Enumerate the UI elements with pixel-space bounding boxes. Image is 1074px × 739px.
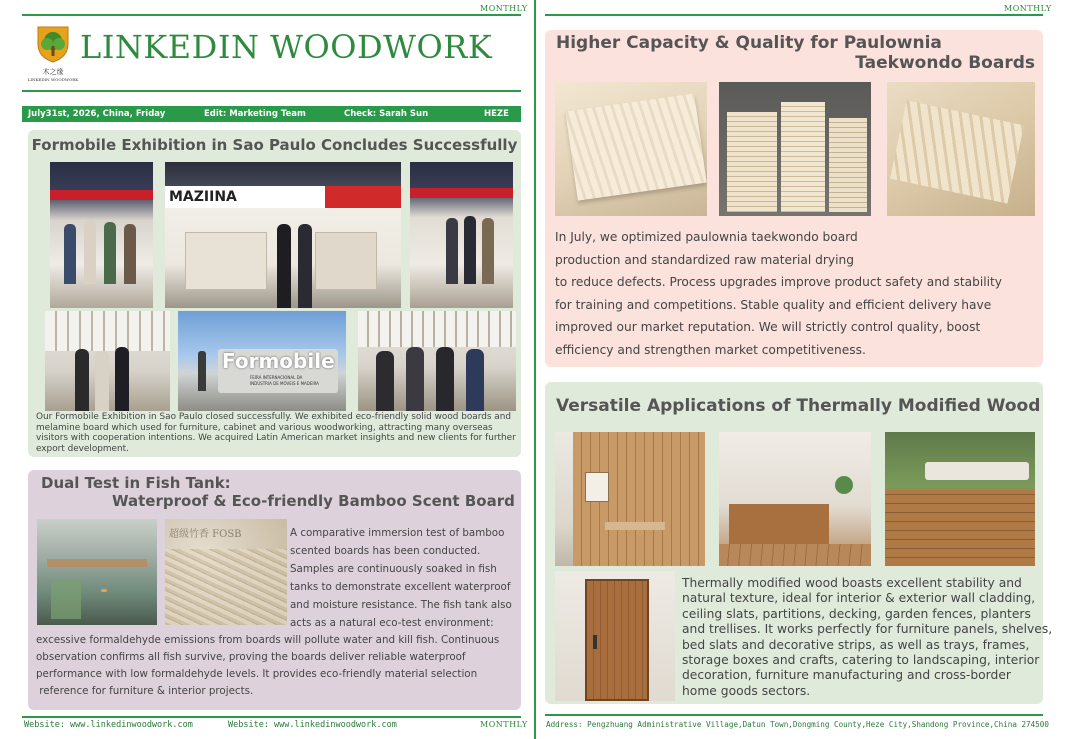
- thermal-text: [682, 576, 1052, 699]
- paulownia-text-line: for training and competitions. Stable quality and efficient delivery have: [555, 297, 992, 312]
- logo-chinese-text: 木之缘: [42, 68, 64, 76]
- tree-logo-icon: [30, 24, 76, 64]
- paulownia-text-line: In July, we optimized paulownia taekwondo board: [555, 230, 858, 244]
- thermal-text-line: bed slats and decorative strips, as well as trays, frames,: [682, 637, 1030, 652]
- paulownia-text-line: production and standardized raw material drying: [555, 252, 854, 267]
- monthly-label-footer: MONTHLY: [480, 720, 528, 729]
- paulownia-text-line: efficiency and strengthen market competitiveness.: [555, 342, 866, 357]
- thermal-text-line: storage boxes and crafts, catering to landscaping, interior: [682, 653, 1040, 668]
- paulownia-text-line: to reduce defects. Process upgrades improve product safety and stability: [555, 275, 1003, 290]
- company-logo: [27, 24, 79, 82]
- monthly-label-left: MONTHLY: [480, 4, 528, 13]
- fishtank-text-bottom: [36, 632, 499, 700]
- fishtank-text-line: A comparative immersion test of bamboo: [290, 527, 505, 539]
- fishtank-text-line: reference for furniture & interior projects.: [36, 685, 254, 697]
- fish-tank-photo: [37, 519, 157, 625]
- fishtank-text-line: acts as a natural eco-test environment:: [290, 617, 494, 629]
- top-rule-left: [22, 14, 521, 16]
- fishtank-text-line: excessive formaldehyde emissions from boards will pollute water and kill fish. Continuous: [36, 634, 500, 646]
- fishtank-title-line1: Dual Test in Fish Tank:: [41, 474, 231, 492]
- monthly-label-right: MONTHLY: [1004, 4, 1052, 13]
- fishtank-text-line: performance with low formaldehyde levels. It provides eco-friendly material selection: [36, 668, 478, 680]
- formobile-text: Our Formobile Exhibition in Sao Paulo closed successfully. We exhibited eco-friendly solid wood boards and melamine board which used for furniture, cabinet and various woodworking, attracting many overseas visitors with cooperation intentions. We acquired Latin American market insights and new clients for further export development.: [36, 412, 516, 454]
- exhibition-photo-5: [358, 311, 516, 411]
- paulownia-title-line2: Taekwondo Boards: [855, 53, 1035, 73]
- thermal-panel: [545, 382, 1053, 704]
- fishtank-text-top: [290, 524, 512, 632]
- logo-english-text: LINKEDIN WOODWORK: [27, 77, 79, 82]
- exhibition-photo-3: [410, 162, 513, 308]
- formobile-sign-subtext-1: FEIRA INTERNACIONAL DA: [250, 375, 303, 380]
- bottom-rule-right: [545, 714, 1043, 716]
- top-rule-right: [545, 14, 1043, 16]
- website-2: Website: www.linkedinwoodwork.com: [228, 720, 397, 730]
- masthead-title: LINKEDIN WOODWORK: [80, 28, 493, 66]
- thermal-text-line: Thermally modified wood boasts excellent stability and: [682, 576, 1022, 590]
- thermal-photo-decking: [885, 432, 1035, 566]
- page-divider: [534, 0, 536, 739]
- thermal-text-line: natural texture, ideal for interior & exterior wall cladding,: [682, 591, 1036, 606]
- thermal-text-line: ceiling slats, partitions, decking, garden fences, planters: [682, 606, 1031, 621]
- checker: Check: Sarah Sun: [344, 109, 429, 119]
- fishtank-title-line2: Waterproof & Eco-friendly Bamboo Scent Board: [112, 492, 515, 510]
- paulownia-photo-1: [555, 82, 707, 216]
- thermal-photo-furniture: [719, 432, 871, 566]
- formobile-panel: [28, 130, 521, 457]
- location: HEZE: [484, 109, 509, 119]
- board-label: 超级竹香 FOSB: [169, 529, 242, 540]
- formobile-sign-text: Formobile: [222, 349, 335, 373]
- exhibition-photo-2: [165, 162, 401, 308]
- thermal-photo-wall: [555, 432, 705, 566]
- paulownia-text-line: improved our market reputation. We will strictly control quality, boost: [555, 320, 981, 335]
- booth-sign-text: MAZIINA: [169, 189, 237, 205]
- paulownia-title-line1: Higher Capacity & Quality for Paulownia: [556, 33, 942, 53]
- formobile-sign-photo: [178, 311, 346, 411]
- fishtank-panel: [28, 470, 521, 710]
- thermal-title: Versatile Applications of Thermally Modified Wood: [556, 396, 1041, 416]
- masthead-rule: [22, 90, 521, 92]
- fishtank-text-line: scented boards has been conducted.: [290, 545, 481, 557]
- info-bar: [22, 106, 521, 122]
- fishtank-text-line: tanks to demonstrate excellent waterproof: [290, 581, 511, 593]
- paulownia-photo-3: [887, 82, 1035, 216]
- bottom-rule-left: [22, 716, 521, 718]
- thermal-photo-door: [555, 571, 675, 701]
- exhibition-photo-4: [45, 311, 170, 411]
- fishtank-text-line: observation confirms all fish survive, proving the boards deliver reliable waterproof: [36, 651, 466, 663]
- bamboo-board-photo: [165, 519, 287, 625]
- company-address: Address: Pengzhuang Administrative Village,Datun Town,Dongming County,Heze City,Shandong Province,China 274500: [546, 720, 1049, 729]
- fishtank-text-line: Samples are continuously soaked in fish: [290, 563, 497, 575]
- fishtank-text-line: and moisture resistance. The fish tank also: [290, 599, 512, 611]
- thermal-text-line: home goods sectors.: [682, 683, 811, 698]
- thermal-text-line: and trellises. It works perfectly for furniture panels, shelves,: [682, 622, 1053, 637]
- exhibition-photo-1: [50, 162, 153, 308]
- formobile-title: Formobile Exhibition in Sao Paulo Concludes Successfully: [31, 136, 518, 154]
- editor: Edit: Marketing Team: [204, 109, 306, 119]
- thermal-text-line: decoration, furniture manufacturing and cross-border: [682, 668, 1011, 683]
- paulownia-photo-2: [719, 82, 871, 216]
- paulownia-text: [555, 226, 1002, 362]
- paulownia-panel: [545, 30, 1043, 367]
- issue-date: July31st, 2026, China, Friday: [28, 109, 166, 119]
- formobile-sign-subtext-2: INDÚSTRIA DE MÓVEIS E MADEIRA: [250, 381, 319, 386]
- website-1: Website: www.linkedinwoodwork.com: [24, 720, 193, 730]
